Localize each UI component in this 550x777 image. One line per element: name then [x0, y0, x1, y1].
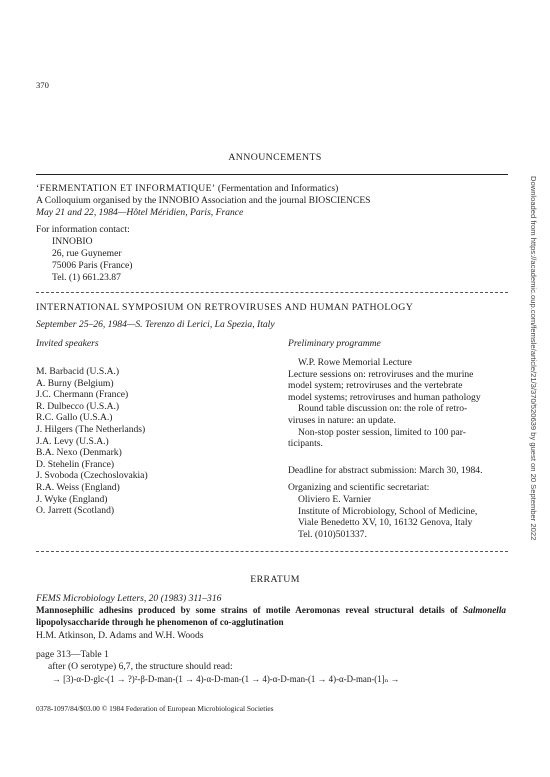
contact-line: INNOBIO [52, 236, 93, 247]
speakers-heading: Invited speakers [36, 338, 99, 349]
speaker: R. Dulbecco (U.S.A.) [36, 400, 120, 412]
programme-line: viruses in nature: an update. [288, 414, 396, 426]
symposium-title: INTERNATIONAL SYMPOSIUM ON RETROVIRUSES AND HUMAN PATHOLOGY [36, 302, 414, 313]
speaker: A. Burny (Belgium) [36, 377, 114, 389]
speaker: R.A. Weiss (England) [36, 481, 120, 493]
colloquium-title-line [36, 183, 338, 195]
secretariat-line: Tel. (010)501337. [298, 528, 367, 540]
colloquium-contact-label: For information contact: [36, 224, 130, 235]
programme-line: model systems; retroviruses and human pathology [288, 391, 481, 403]
programme-line: Non-stop poster session, limited to 100 par- [298, 426, 466, 438]
speaker: J.C. Chermann (France) [36, 389, 129, 401]
speaker: J. Hilgers (The Netherlands) [36, 423, 146, 435]
speakers-list [36, 366, 148, 517]
speaker: M. Barbacid (U.S.A.) [36, 366, 120, 377]
section-divider [36, 551, 508, 552]
top-divider [36, 174, 508, 175]
secretariat-block [298, 494, 477, 540]
speaker: B.A. Nexo (Denmark) [36, 447, 122, 459]
erratum-authors: H.M. Atkinson, D. Adams and W.H. Woods [36, 630, 204, 641]
symposium-date-place: September 25–26, 1984—S. Terenzo di Lerici, La Spezia, Italy [36, 319, 275, 330]
speaker: R.C. Gallo (U.S.A.) [36, 412, 113, 424]
announcements-heading: ANNOUNCEMENTS [228, 152, 322, 163]
programme-line: model system; retroviruses and the vertebrate [288, 380, 463, 392]
page-number: 370 [36, 80, 49, 90]
programme-line: W.P. Rowe Memorial Lecture [298, 357, 412, 368]
speaker: D. Stehelin (France) [36, 458, 115, 470]
erratum-article-title [36, 605, 506, 628]
colloquium-title: ‘FERMENTATION ET INFORMATIQUE’ [36, 183, 216, 194]
erratum-instruction: after (O serotype) 6,7, the structure should read: [48, 661, 233, 672]
secretariat-line: Viale Benedetto XV, 10, 16132 Genova, Italy [298, 517, 473, 529]
programme-line: Lecture sessions on: retroviruses and the murine [288, 368, 474, 380]
contact-line: 26, rue Guynemer [52, 248, 122, 259]
section-divider [36, 292, 508, 293]
secretariat-line: Oliviero E. Varnier [298, 494, 372, 505]
colloquium-organiser: A Colloquium organised by the INNOBIO Association and the journal BIOSCIENCES [36, 195, 371, 206]
speaker: J.A. Levy (U.S.A.) [36, 435, 109, 447]
contact-line: Tel. (1) 661.23.87 [52, 272, 121, 283]
speaker: O. Jarrett (Scotland) [36, 505, 115, 517]
speaker: J. Wyke (England) [36, 493, 108, 505]
article-title-part: Mannosephilic adhesins produced by some strains of motile Aeromonas reveal structural details of [36, 605, 458, 615]
programme-line: ticipants. [288, 438, 323, 450]
footer-copyright: 0378-1097/84/$03.00 © 1984 Federation of European Microbiological Societies [36, 704, 274, 713]
programme-line: Round table discussion on: the role of retro- [298, 403, 468, 415]
secretariat-label: Organizing and scientific secretariat: [288, 482, 430, 493]
secretariat-line: Institute of Microbiology, School of Medicine, [298, 505, 478, 517]
erratum-heading: ERRATUM [250, 574, 300, 585]
article-title-part: lipopolysaccharide through he phenomenon of co-agglutination [36, 616, 284, 627]
speaker: J. Svoboda (Czechoslovakia) [36, 470, 148, 482]
erratum-structure: → [3)-α-D-glc-(1 → ?)²-β-D-man-(1 → 4)-α-D-man-(1 → 4)-α-D-man-(1 → 4)-α-D-man-(1]ₙ → [52, 674, 400, 684]
article-title-organism: Salmonella [463, 605, 507, 615]
contact-line: 75006 Paris (France) [52, 260, 133, 271]
abstract-deadline: Deadline for abstract submission: March 30, 1984. [288, 465, 483, 476]
erratum-location: page 313—Table 1 [36, 649, 109, 660]
download-watermark: Downloaded from https://academic.oup.com/femsle/article/21/3/370/520639 by guest on 20 September 2022 [529, 176, 538, 541]
programme-block [288, 357, 506, 450]
programme-heading: Preliminary programme [288, 338, 381, 349]
colloquium-date-place: May 21 and 22, 1984—Hôtel Méridien, Paris, France [36, 207, 244, 218]
erratum-citation: FEMS Microbiology Letters, 20 (1983) 311–316 [36, 593, 222, 604]
colloquium-title-suffix: (Fermentation and Informatics) [217, 183, 339, 194]
